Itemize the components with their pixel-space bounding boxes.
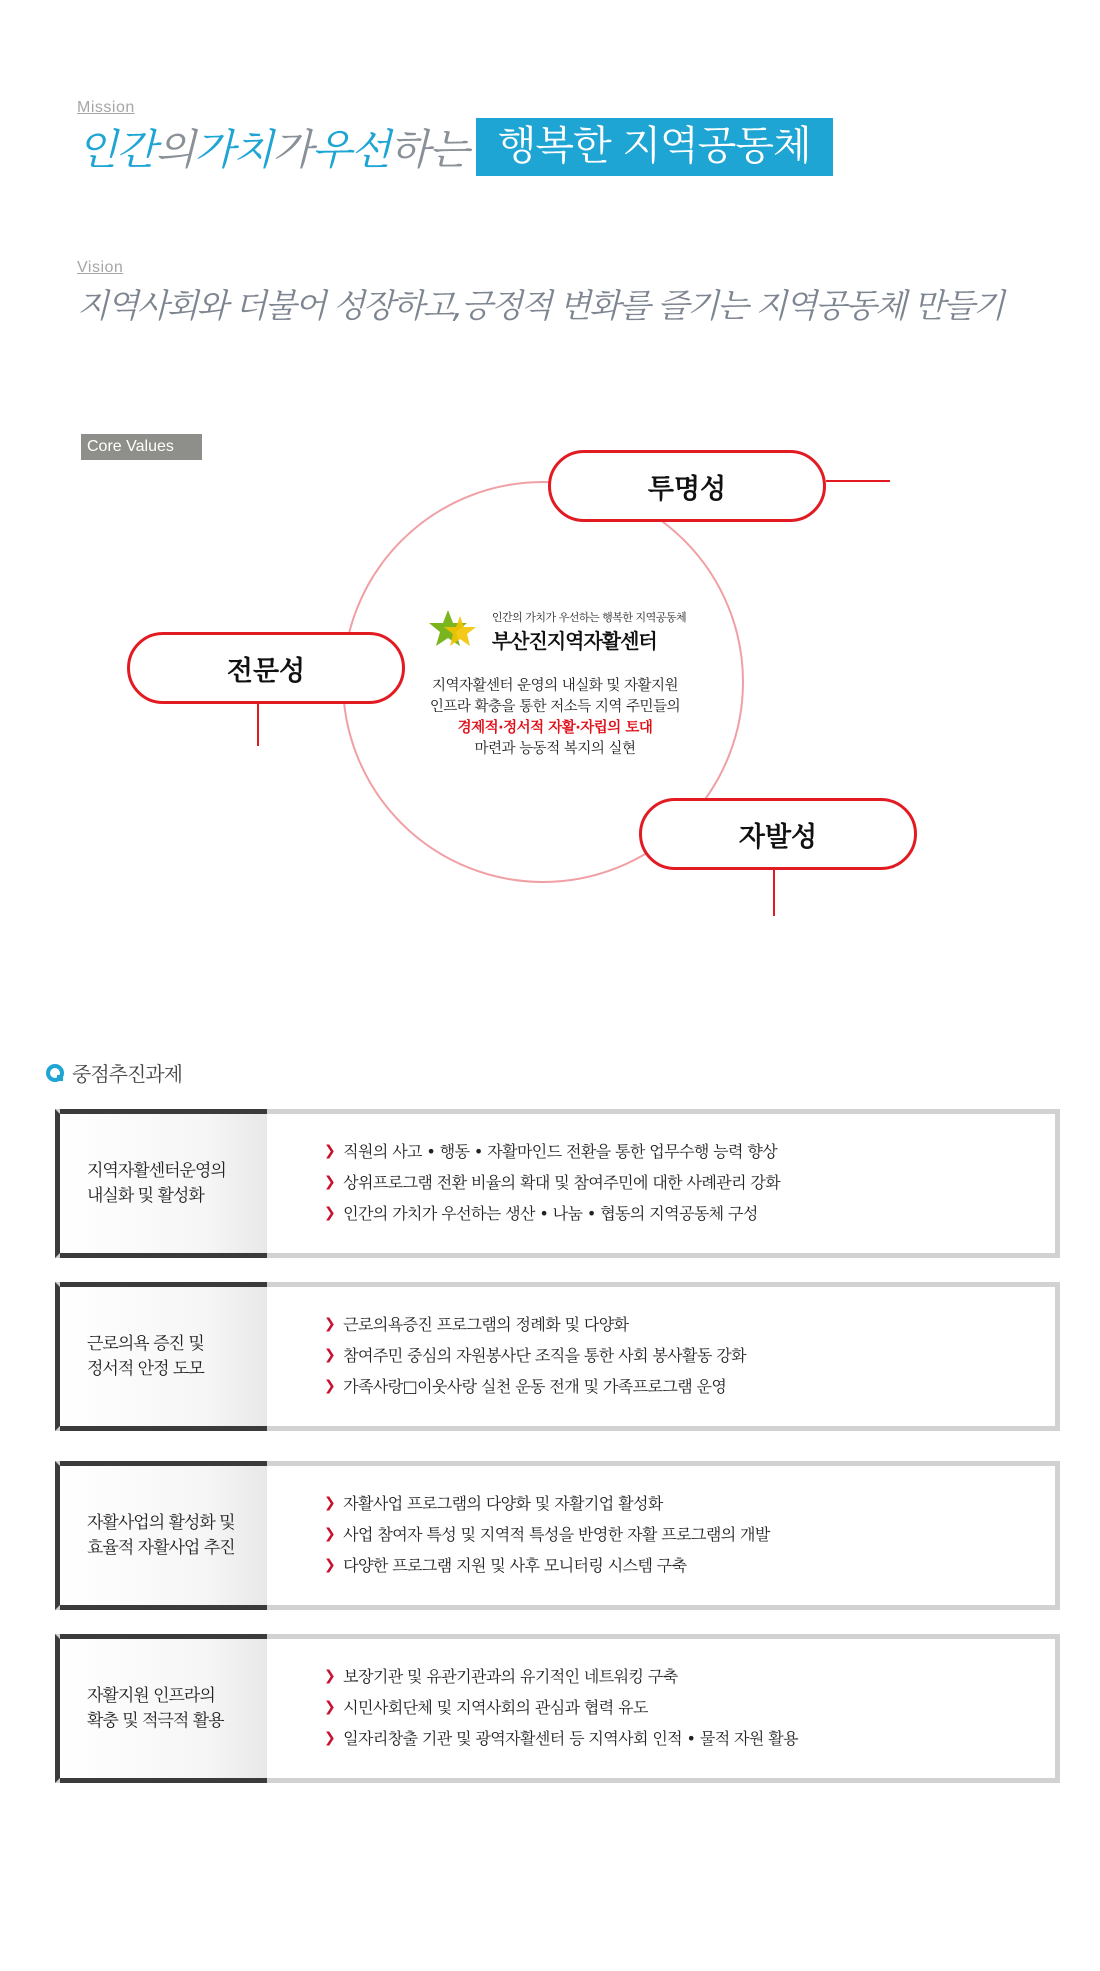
task-heading bbox=[60, 1282, 267, 1431]
task-item: ❯ 보장기관 및 유관기관과의 유기적인 네트워킹 구축 bbox=[324, 1667, 678, 1686]
task-heading-line: 효율적 자활사업 추진 bbox=[87, 1537, 235, 1558]
mission-segment: 가 bbox=[272, 125, 312, 174]
core-values-badge: Core Values bbox=[81, 434, 202, 460]
mission-segment: 가치 bbox=[194, 125, 273, 174]
task-item: ❯ 사업 참여자 특성 및 지역적 특성을 반영한 자활 프로그램의 개발 bbox=[324, 1525, 770, 1544]
chevron-right-icon: ❯ bbox=[324, 1377, 336, 1394]
center-logo bbox=[410, 608, 700, 654]
value-pill-transparency: 투명성 bbox=[548, 450, 826, 522]
task-item: ❯ 참여주민 중심의 자원봉사단 조직을 통한 사회 봉사활동 강화 bbox=[324, 1346, 746, 1365]
description-line: 마련과 능동적 복지의 실현 bbox=[474, 741, 636, 757]
chevron-right-icon: ❯ bbox=[324, 1698, 336, 1715]
star-logo-icon bbox=[424, 608, 484, 654]
mission-segment: 인간 bbox=[77, 125, 156, 174]
task-item: ❯ 다양한 프로그램 지원 및 사후 모니터링 시스템 구축 bbox=[324, 1556, 687, 1575]
chevron-right-icon: ❯ bbox=[324, 1315, 336, 1332]
task-item: ❯ 자활사업 프로그램의 다양화 및 자활기업 활성화 bbox=[324, 1494, 663, 1513]
task-item: ❯ 시민사회단체 및 지역사회의 관심과 협력 유도 bbox=[324, 1698, 648, 1717]
center-description bbox=[410, 676, 700, 760]
tasks-title-text: 중점추진과제 bbox=[72, 1062, 182, 1086]
description-line: 지역자활센터 운영의 내실화 및 자활지원 bbox=[431, 678, 679, 694]
task-heading-line: 확충 및 적극적 활용 bbox=[87, 1710, 224, 1731]
chevron-right-icon: ❯ bbox=[324, 1204, 336, 1221]
task-list bbox=[267, 1114, 1055, 1253]
task-item: ❯ 가족사랑□이웃사랑 실천 운동 전개 및 가족프로그램 운영 bbox=[324, 1377, 727, 1396]
logo-slogan: 인간의 가치가 우선하는 행복한 지역공동체 bbox=[491, 610, 687, 624]
chevron-right-icon: ❯ bbox=[324, 1142, 336, 1159]
task-heading-line: 근로의욕 증진 및 bbox=[87, 1333, 204, 1354]
task-heading-line: 정서적 안정 도모 bbox=[87, 1358, 204, 1379]
task-heading-line: 자활사업의 활성화 및 bbox=[87, 1512, 235, 1533]
task-card bbox=[55, 1109, 1060, 1258]
task-card bbox=[55, 1634, 1060, 1783]
task-card bbox=[55, 1282, 1060, 1431]
mission-segment: 의 bbox=[155, 125, 195, 174]
task-list bbox=[267, 1639, 1055, 1778]
description-highlight: 경제적·정서적 자활·자립의 토대 bbox=[457, 720, 653, 736]
description-line: 인프라 확충을 통한 저소득 지역 주민들의 bbox=[429, 699, 681, 715]
task-heading bbox=[60, 1461, 267, 1610]
logo-name: 부산진지역자활센터 bbox=[491, 628, 657, 653]
chevron-right-icon: ❯ bbox=[324, 1667, 336, 1684]
value-pill-expertise: 전문성 bbox=[127, 632, 405, 704]
task-item: ❯ 상위프로그램 전환 비율의 확대 및 참여주민에 대한 사례관리 강화 bbox=[324, 1173, 781, 1192]
chevron-right-icon: ❯ bbox=[324, 1525, 336, 1542]
task-list bbox=[267, 1466, 1055, 1605]
task-list bbox=[267, 1287, 1055, 1426]
task-heading-line: 지역자활센터운영의 bbox=[87, 1160, 226, 1181]
chevron-right-icon: ❯ bbox=[324, 1346, 336, 1363]
mission-segment: 우선 bbox=[311, 125, 390, 174]
task-item: ❯ 일자리창출 기관 및 광역자활센터 등 지역사회 인적 • 물적 자원 활용 bbox=[324, 1729, 798, 1748]
task-heading-line: 내실화 및 활성화 bbox=[87, 1185, 204, 1206]
value-pill-voluntariness: 자발성 bbox=[639, 798, 917, 870]
chevron-right-icon: ❯ bbox=[324, 1173, 336, 1190]
mission-segment: 하는 bbox=[389, 125, 468, 174]
task-heading bbox=[60, 1634, 267, 1783]
chevron-right-icon: ❯ bbox=[324, 1556, 336, 1573]
vision-statement: 지역사회와 더불어 성장하고,긍정적 변화를 즐기는 지역공동체 만들기 bbox=[77, 286, 1003, 325]
mission-highlight: 행복한 지역공동체 bbox=[476, 118, 833, 176]
task-heading-line: 자활지원 인프라의 bbox=[87, 1685, 215, 1706]
chevron-right-icon: ❯ bbox=[324, 1729, 336, 1746]
chevron-right-icon: ❯ bbox=[324, 1494, 336, 1511]
section-bullet-icon bbox=[46, 1064, 64, 1082]
task-item: ❯ 근로의욕증진 프로그램의 정례화 및 다양화 bbox=[324, 1315, 629, 1334]
task-item: ❯ 인간의 가치가 우선하는 생산 • 나눔 • 협동의 지역공동체 구성 bbox=[324, 1204, 758, 1223]
center-content bbox=[410, 608, 700, 760]
mission-label: Mission bbox=[77, 99, 135, 116]
task-card bbox=[55, 1461, 1060, 1610]
tasks-title bbox=[46, 1058, 182, 1087]
task-item: ❯ 직원의 사고 • 행동 • 자활마인드 전환을 통한 업무수행 능력 향상 bbox=[324, 1142, 778, 1161]
vision-label: Vision bbox=[77, 259, 124, 276]
task-heading bbox=[60, 1109, 267, 1258]
